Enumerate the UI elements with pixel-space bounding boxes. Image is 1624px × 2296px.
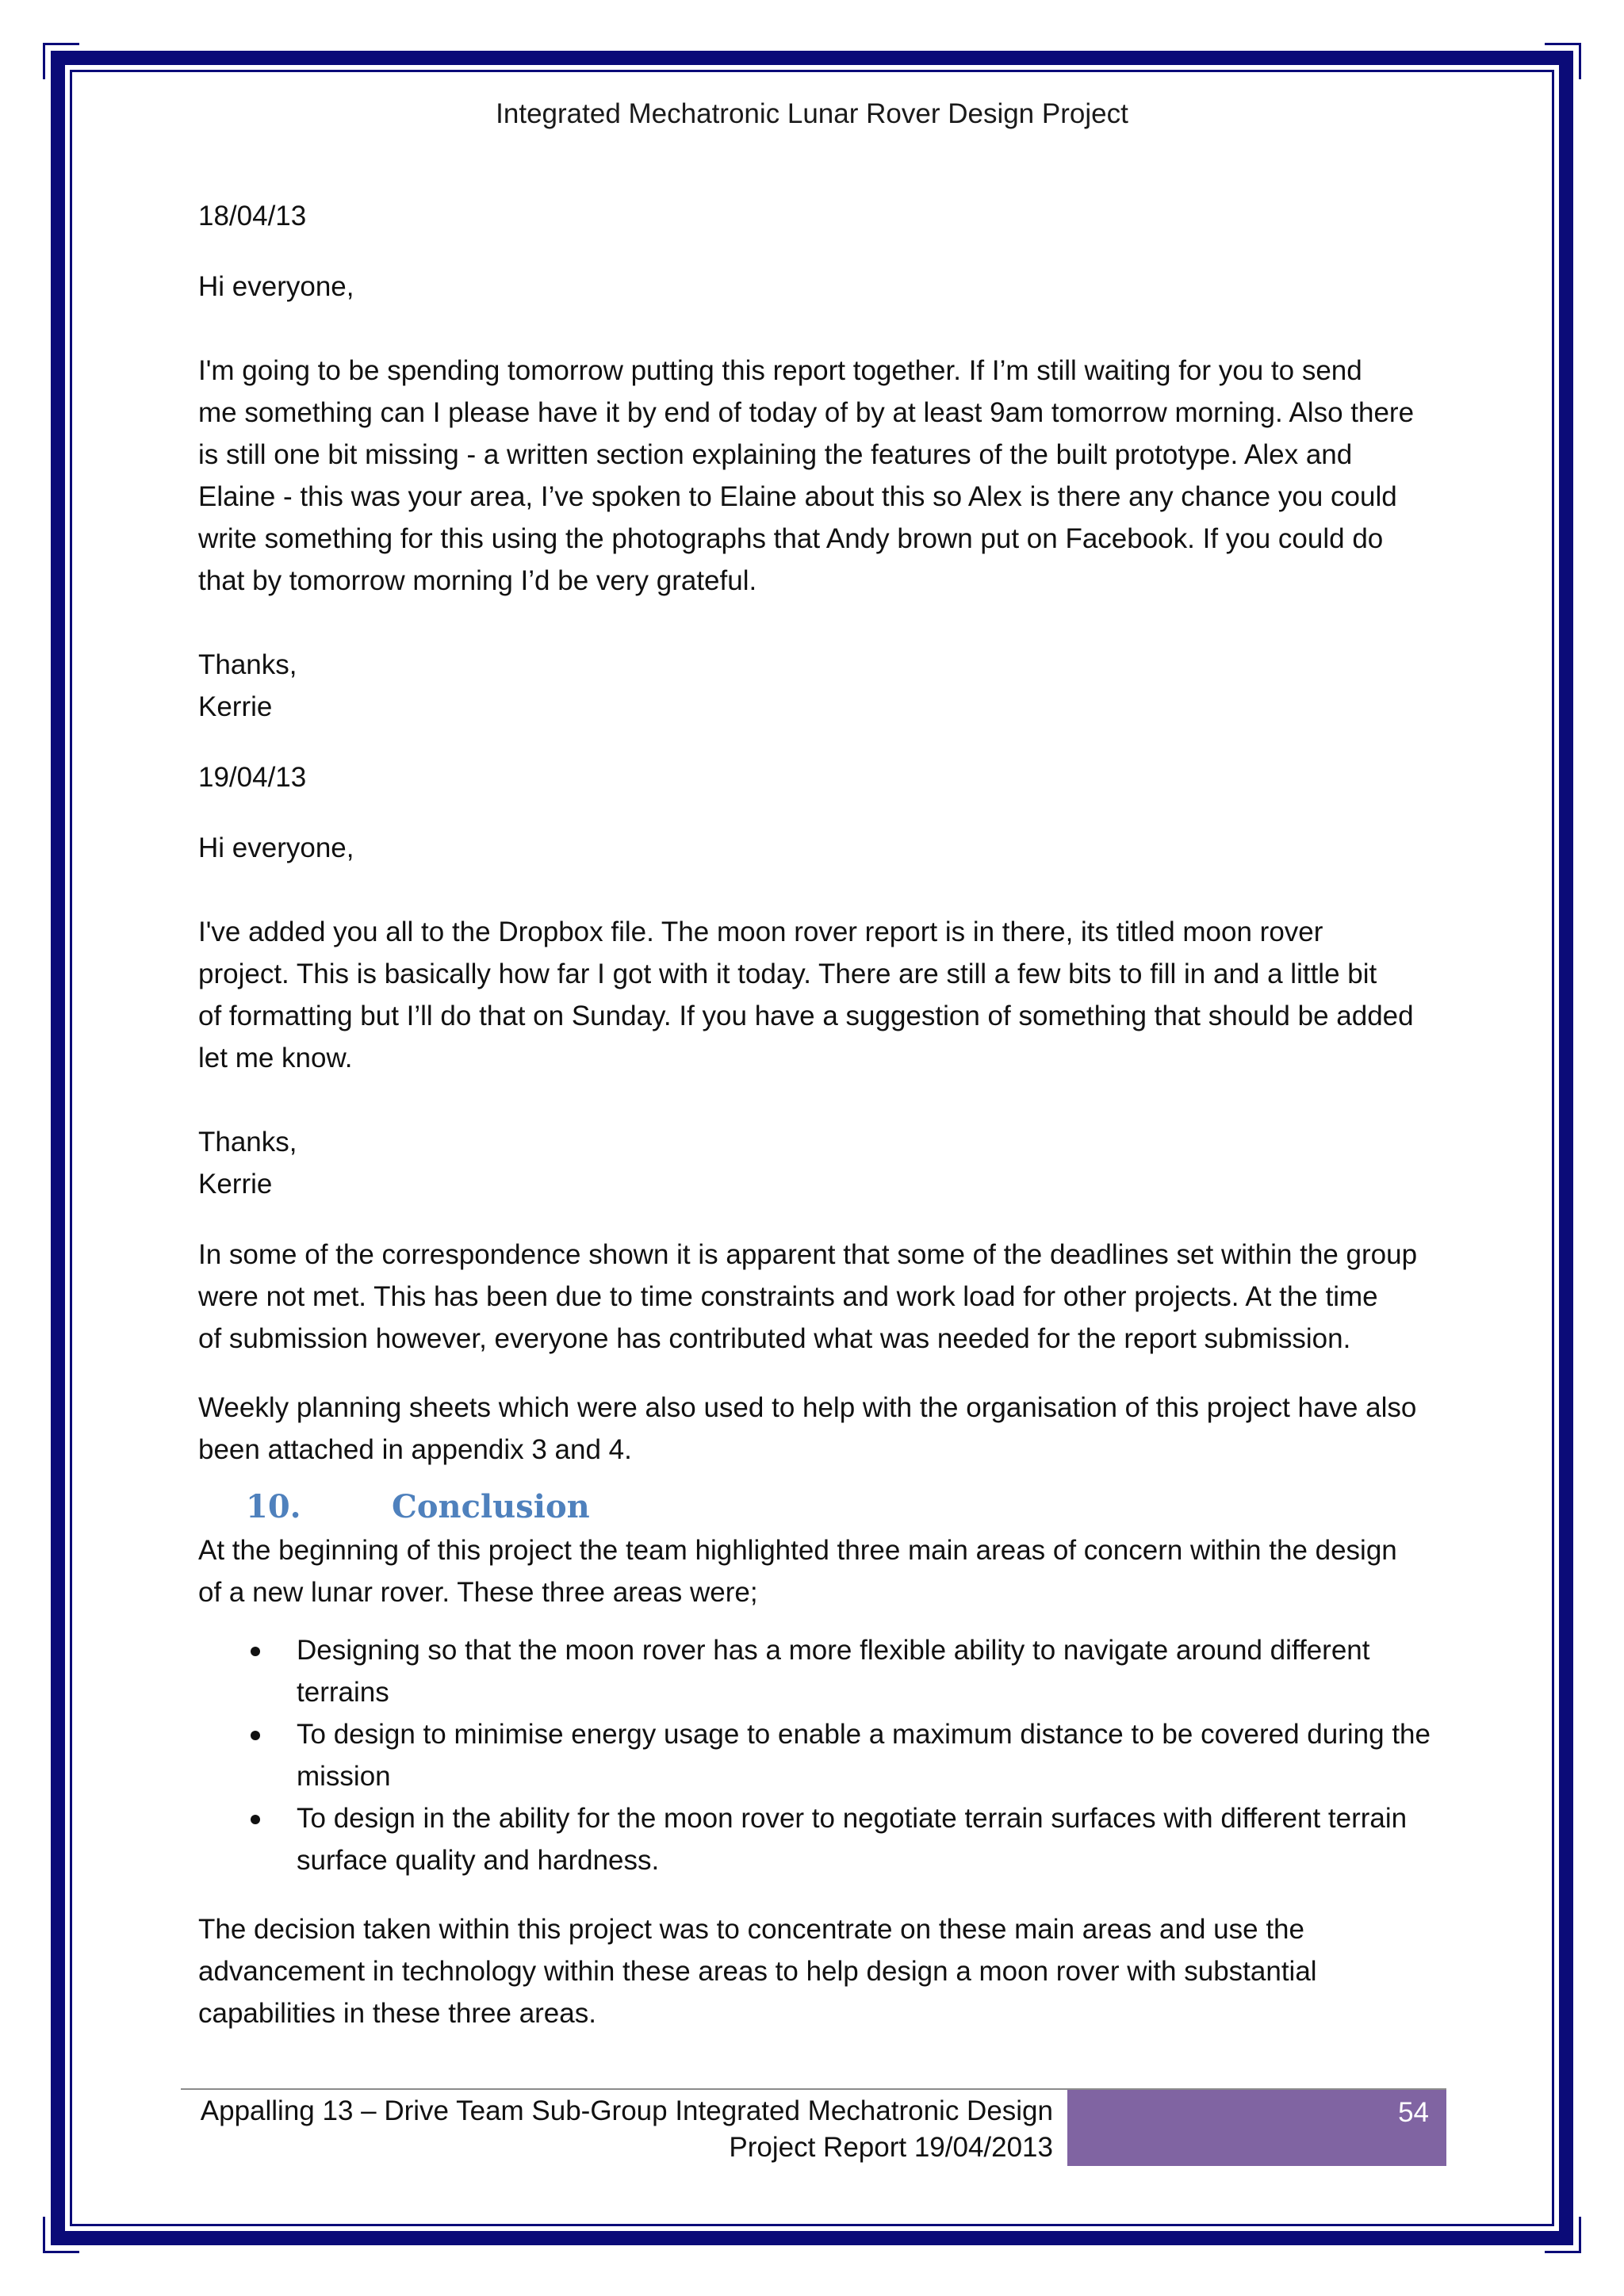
text-line: write something for this using the photographs that Andy brown put on Facebook. If you could do bbox=[198, 523, 1384, 554]
footer-line: Appalling 13 – Drive Team Sub-Group Integrated Mechatronic Design bbox=[200, 2095, 1053, 2126]
email-signature: Kerrie bbox=[198, 1169, 273, 1200]
text-line: capabilities in these three areas. bbox=[198, 1998, 596, 2029]
email-signoff: Thanks, bbox=[198, 1127, 297, 1158]
bullet-icon bbox=[251, 1815, 260, 1824]
text-line: advancement in technology within these areas to help design a moon rover with substantial bbox=[198, 1956, 1317, 1987]
section-number: 10. bbox=[246, 1488, 301, 1525]
text-line: The decision taken within this project was to concentrate on these main areas and use the bbox=[198, 1914, 1304, 1945]
correspondence-note bbox=[198, 1234, 1435, 1360]
email-body bbox=[198, 911, 1435, 1079]
list-item bbox=[198, 1713, 1435, 1797]
conclusion-closing bbox=[198, 1908, 1435, 2034]
footer-text bbox=[181, 2093, 1053, 2166]
text-line: of a new lunar rover. These three areas were; bbox=[198, 1577, 758, 1608]
text-line: of submission however, everyone has contributed what was needed for the report submission. bbox=[198, 1323, 1351, 1354]
text-line: mission bbox=[297, 1761, 391, 1792]
text-line: surface quality and hardness. bbox=[297, 1845, 660, 1876]
border-corner-ornament bbox=[43, 43, 79, 79]
text-line: To design to minimise energy usage to enable a maximum distance to be covered during the bbox=[297, 1719, 1431, 1750]
text-line: were not met. This has been due to time constraints and work load for other projects. At the time bbox=[198, 1281, 1378, 1312]
document-body bbox=[198, 195, 1435, 2034]
conclusion-intro bbox=[198, 1529, 1435, 1613]
text-line: Weekly planning sheets which were also used to help with the organisation of this project have also bbox=[198, 1392, 1417, 1423]
email-date: 19/04/13 bbox=[198, 762, 307, 793]
email-signature: Kerrie bbox=[198, 691, 273, 722]
email-greeting: Hi everyone, bbox=[198, 832, 354, 863]
text-line: At the beginning of this project the team highlighted three main areas of concern within the design bbox=[198, 1535, 1397, 1566]
border-corner-ornament bbox=[43, 2217, 79, 2253]
email-greeting: Hi everyone, bbox=[198, 271, 354, 302]
border-corner-ornament bbox=[1545, 2217, 1581, 2253]
text-line: me something can I please have it by end of today of by at least 9am tomorrow morning. Also there bbox=[198, 397, 1415, 428]
bullet-icon bbox=[251, 1731, 260, 1740]
text-line: is still one bit missing - a written section explaining the features of the built prototype. Alex and bbox=[198, 439, 1353, 470]
email-signoff: Thanks, bbox=[198, 649, 297, 680]
text-line: To design in the ability for the moon rover to negotiate terrain surfaces with different terrain bbox=[297, 1803, 1408, 1834]
border-corner-ornament bbox=[1545, 43, 1581, 79]
text-line: In some of the correspondence shown it is apparent that some of the deadlines set within the group bbox=[198, 1239, 1418, 1270]
list-item bbox=[198, 1797, 1435, 1881]
page-header: Integrated Mechatronic Lunar Rover Design Project bbox=[496, 98, 1128, 129]
text-line: I've added you all to the Dropbox file. The moon rover report is in there, its titled moon rover bbox=[198, 916, 1323, 947]
text-line: Elaine - this was your area, I’ve spoken to Elaine about this so Alex is there any chance you could bbox=[198, 481, 1397, 512]
section-heading-conclusion bbox=[198, 1485, 1435, 1529]
section-title: Conclusion bbox=[392, 1488, 590, 1525]
text-line: let me know. bbox=[198, 1043, 353, 1073]
list-item bbox=[198, 1629, 1435, 1713]
email-date: 18/04/13 bbox=[198, 201, 307, 232]
footer-line: Project Report 19/04/2013 bbox=[729, 2132, 1053, 2163]
conclusion-bullet-list bbox=[198, 1629, 1435, 1881]
planning-note bbox=[198, 1387, 1435, 1471]
bullet-icon bbox=[251, 1647, 260, 1656]
email-body bbox=[198, 350, 1435, 602]
page-number: 54 bbox=[1067, 2090, 1446, 2166]
text-line: I'm going to be spending tomorrow putting this report together. If I’m still waiting for you to send bbox=[198, 355, 1362, 386]
text-line: Designing so that the moon rover has a more flexible ability to navigate around different bbox=[297, 1635, 1370, 1666]
text-line: project. This is basically how far I got with it today. There are still a few bits to fill in and a little bit bbox=[198, 959, 1377, 989]
text-line: of formatting but I’ll do that on Sunday. If you have a suggestion of something that should be added bbox=[198, 1001, 1414, 1031]
text-line: that by tomorrow morning I’d be very grateful. bbox=[198, 565, 757, 596]
text-line: terrains bbox=[297, 1677, 389, 1708]
text-line: been attached in appendix 3 and 4. bbox=[198, 1434, 632, 1465]
